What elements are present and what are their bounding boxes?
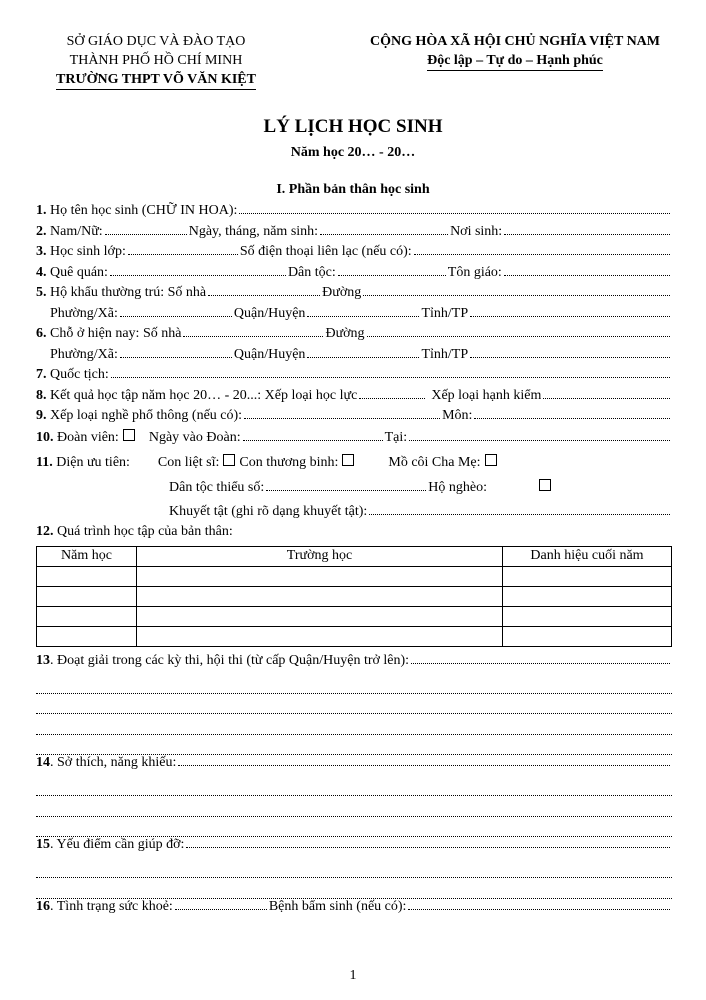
- school-name: TRƯỜNG THPT VÕ VĂN KIỆT: [56, 70, 256, 90]
- war-invalid-child-checkbox[interactable]: [342, 454, 354, 466]
- full-name-input[interactable]: [239, 213, 670, 214]
- conduct-rank-input[interactable]: [543, 398, 670, 399]
- field-health: 16 . Tình trạng sức khoẻ: Bệnh bẩm sinh (nếu có):: [36, 899, 672, 920]
- field-permanent-ward: Phường/Xã: Quận/Huyện Tỉnh/TP: [36, 306, 672, 327]
- study-history-table: [36, 546, 672, 647]
- hometown-input[interactable]: [110, 275, 286, 276]
- table-cell[interactable]: [137, 566, 503, 586]
- field-hobbies: 14 . Sở thích, năng khiếu:: [36, 755, 672, 776]
- field-weaknesses: 15 . Yếu điểm cần giúp đỡ:: [36, 837, 672, 858]
- table-cell[interactable]: [137, 586, 503, 606]
- vocational-subject-input[interactable]: [474, 418, 670, 419]
- national-motto: Độc lập – Tự do – Hạnh phúc: [427, 51, 603, 71]
- weaknesses-input[interactable]: [186, 847, 670, 848]
- nation-name: CỘNG HÒA XÃ HỘI CHỦ NGHĨA VIỆT NAM: [369, 34, 660, 49]
- field-full-name: 1. Họ tên học sinh (CHỮ IN HOA):: [36, 203, 672, 224]
- field-current-address: 6. Chỗ ở hiện nay: Số nhà Đường: [36, 326, 672, 347]
- table-cell[interactable]: [137, 626, 503, 646]
- table-cell[interactable]: [37, 606, 137, 626]
- field-permanent-address: 5. Hộ khẩu thường trú: Số nhà Đường: [36, 285, 672, 306]
- martyr-child-checkbox[interactable]: [223, 454, 235, 466]
- vocational-rank-input[interactable]: [244, 418, 440, 419]
- field-gender-birth: 2. Nam/Nữ: Ngày, tháng, năm sinh: Nơi sinh:: [36, 224, 672, 245]
- awards-line[interactable]: [36, 673, 672, 694]
- table-cell[interactable]: [503, 586, 672, 606]
- table-cell[interactable]: [37, 626, 137, 646]
- table-row: [37, 586, 672, 606]
- awards-line[interactable]: [36, 714, 672, 735]
- page-title: LÝ LỊCH HỌC SINH: [263, 116, 443, 137]
- religion-input[interactable]: [504, 275, 670, 276]
- weaknesses-line[interactable]: [36, 858, 672, 879]
- table-cell[interactable]: [37, 586, 137, 606]
- permanent-street-input[interactable]: [363, 295, 670, 296]
- field-priority-row2: Dân tộc thiểu số: Hộ nghèo:: [36, 479, 672, 504]
- union-join-date-input[interactable]: [243, 440, 383, 441]
- field-vocational: 9. Xếp loại nghề phổ thông (nếu có): Môn:: [36, 408, 672, 429]
- form-body: [36, 203, 672, 919]
- column-header: Danh hiệu cuối năm: [503, 546, 672, 566]
- field-nationality: 7. Quốc tịch:: [36, 367, 672, 388]
- class-input[interactable]: [128, 254, 238, 255]
- field-academic-result: 8. Kết quả học tập năm học 20… - 20...: Xếp loại học lực Xếp loại hạnh kiểm: [36, 388, 672, 409]
- awards-line[interactable]: [36, 735, 672, 756]
- table-cell[interactable]: [137, 606, 503, 626]
- poor-household-checkbox[interactable]: [539, 479, 551, 491]
- permanent-province-input[interactable]: [470, 316, 670, 317]
- hobbies-line[interactable]: [36, 796, 672, 817]
- table-cell[interactable]: [503, 626, 672, 646]
- column-header: Năm học: [37, 546, 137, 566]
- city-name: THÀNH PHỐ HỒ CHÍ MINH: [69, 53, 243, 68]
- union-place-input[interactable]: [409, 440, 670, 441]
- permanent-house-number-input[interactable]: [208, 295, 320, 296]
- page-number: 1: [349, 968, 357, 983]
- disability-input[interactable]: [369, 514, 670, 515]
- current-district-input[interactable]: [307, 357, 419, 358]
- gender-input[interactable]: [105, 234, 187, 235]
- youth-union-checkbox[interactable]: [123, 429, 135, 441]
- hobbies-input[interactable]: [178, 765, 670, 766]
- document-header: [0, 32, 706, 102]
- field-hometown: 4. Quê quán: Dân tộc: Tôn giáo:: [36, 265, 672, 286]
- phone-input[interactable]: [414, 254, 670, 255]
- field-priority: 11. Diện ưu tiên: Con liệt sĩ: Con thương binh: Mồ côi Cha Mẹ:: [36, 454, 672, 479]
- field-current-ward: Phường/Xã: Quận/Huyện Tỉnh/TP: [36, 347, 672, 368]
- orphan-checkbox[interactable]: [485, 454, 497, 466]
- table-cell[interactable]: [37, 566, 137, 586]
- field-study-history: 12. Quá trình học tập của bản thân:: [36, 524, 233, 539]
- column-header: Trường học: [137, 546, 503, 566]
- congenital-disease-input[interactable]: [408, 909, 670, 910]
- department-name: SỞ GIÁO DỤC VÀ ĐÀO TẠO: [66, 34, 246, 49]
- current-house-number-input[interactable]: [183, 336, 323, 337]
- header-left: [12, 32, 300, 90]
- awards-input[interactable]: [411, 663, 670, 664]
- nationality-input[interactable]: [111, 377, 670, 378]
- ethnic-minority-input[interactable]: [266, 490, 426, 491]
- table-cell[interactable]: [503, 566, 672, 586]
- weaknesses-line[interactable]: [36, 878, 672, 899]
- awards-line[interactable]: [36, 694, 672, 715]
- hobbies-line[interactable]: [36, 817, 672, 838]
- field-disability: Khuyết tật (ghi rõ dạng khuyết tật):: [36, 504, 672, 525]
- table-row: [37, 606, 672, 626]
- current-street-input[interactable]: [367, 336, 670, 337]
- table-cell[interactable]: [503, 606, 672, 626]
- hobbies-line[interactable]: [36, 776, 672, 797]
- ethnicity-input[interactable]: [338, 275, 446, 276]
- permanent-ward-input[interactable]: [120, 316, 232, 317]
- permanent-district-input[interactable]: [307, 316, 419, 317]
- birthplace-input[interactable]: [504, 234, 670, 235]
- current-ward-input[interactable]: [120, 357, 232, 358]
- current-province-input[interactable]: [470, 357, 670, 358]
- field-awards: 13 . Đoạt giải trong các kỳ thi, hội thi (từ cấp Quận/Huyện trở lên):: [36, 653, 672, 674]
- field-class-phone: 3. Học sinh lớp: Số điện thoại liên lạc (nếu có):: [36, 244, 672, 265]
- health-status-input[interactable]: [175, 909, 267, 910]
- table-header-row: [37, 546, 672, 566]
- field-youth-union: 10. Đoàn viên: Ngày vào Đoàn: Tại:: [36, 429, 672, 454]
- section-heading: I. Phần bản thân học sinh: [276, 182, 430, 197]
- table-row: [37, 626, 672, 646]
- birth-date-input[interactable]: [320, 234, 448, 235]
- academic-rank-input[interactable]: [359, 398, 425, 399]
- header-right: [330, 32, 700, 71]
- table-row: [37, 566, 672, 586]
- school-year: Năm học 20… - 20…: [290, 145, 416, 160]
